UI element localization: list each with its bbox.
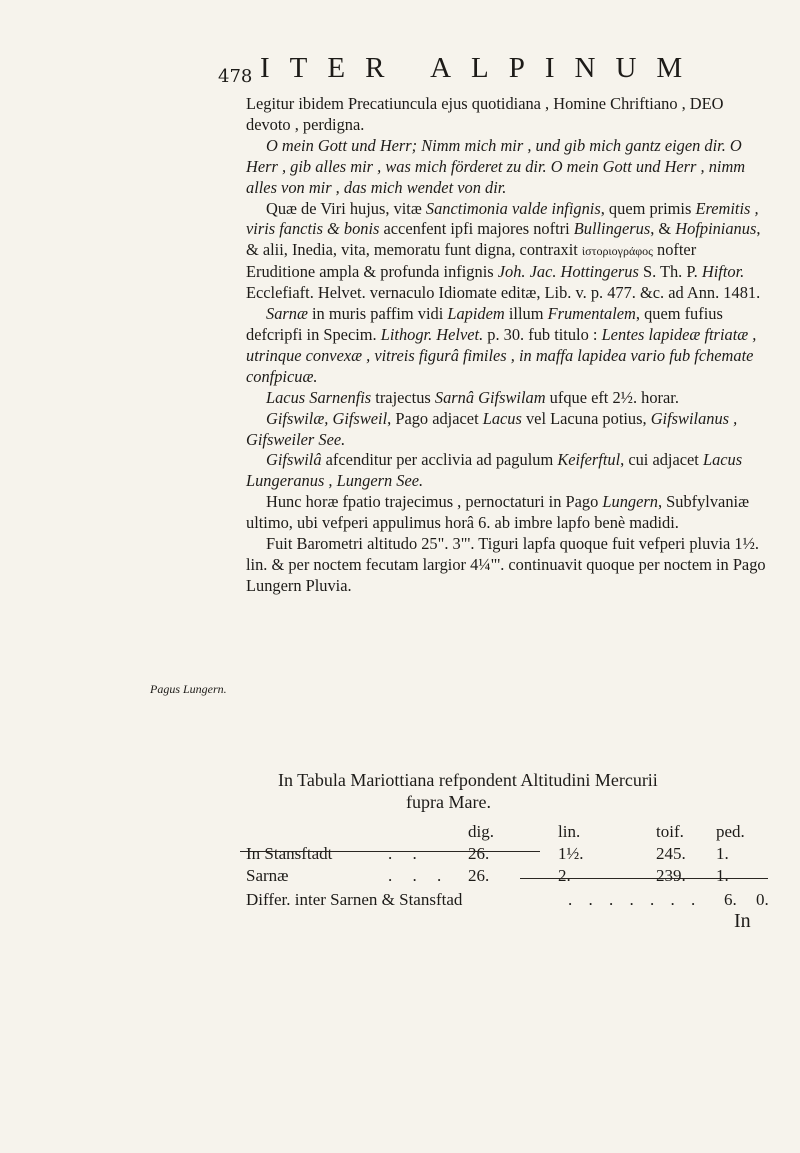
table-header-row [246,822,776,844]
text-segment: Eremitis , viris fanctis & bonis [246,198,759,239]
text-segment: , & [650,219,676,239]
text-segment: illum [504,304,548,324]
paragraph [246,388,766,409]
table-differ-row [246,890,776,912]
row-name: In Stansftadt [246,844,333,863]
row-dots: . . [388,844,425,863]
text-segment: trajectus [371,387,435,407]
text-segment: , & alii, Inedia, vita, memoratu funt digna, contraxit [246,219,761,260]
text-segment: ἱστοριογράφος [581,244,653,259]
text-segment: Lungern [602,492,658,512]
text-segment: Bullingerus [573,219,651,239]
differ-dots: . . . . . . . [568,890,702,909]
text-segment: afcenditur per acclivia ad pagulum [321,450,558,470]
text-segment: , cui adjacet [620,450,703,470]
text-segment: Gifswilanus , Gifsweiler See. [246,408,738,449]
body-text [246,94,766,597]
text-segment: Hofpinianus [675,219,757,239]
text-segment: ufque eft 2½. horar. [545,387,679,407]
text-segment: Lacus Lungeranus , Lungern See. [246,450,743,491]
row-dig: 26. [468,844,490,863]
row-toif: 245. [656,844,686,863]
catchword: In [734,910,751,932]
text-segment: Keiferftul [557,450,621,470]
paragraph [246,409,766,451]
text-segment: Hunc horæ fpatio trajecimus , pernoctaturi in Pago [266,492,603,512]
col-header-lin: lin. [558,822,581,841]
paragraph [246,450,766,492]
text-segment: Joh. Jac. Hottingerus [497,262,639,282]
row-dig: 26. [468,866,490,885]
text-segment: , Pago adjacet [387,408,483,428]
text-segment: accenfent ipfi majores noftri [379,219,574,239]
differ-toif: 6. [724,890,737,909]
text-segment: Gifswilæ, Gifsweil [266,408,388,428]
table-title: In Tabula Mariottiana refpondent Altitudini Mercurii [278,770,658,790]
paragraph [246,94,766,136]
differ-ped: 0. [756,890,769,909]
text-segment: Lithogr. Helvet. [380,324,484,344]
text-segment: Lacus [482,408,522,428]
text-segment: Hiftor. [701,262,745,282]
table-row [246,844,776,866]
text-segment: p. 30. fub titulo : [483,324,602,344]
text-segment: O mein Gott und Herr; Nimm mich mir , und gib mich gantz eigen dir. O Herr , gib alles mir , was mich förderet zu dir. O mein Gott und Herr , nimm alles von mir , das mich wendet von dir. [246,135,746,197]
paragraph [246,534,766,597]
text-segment: in muris paffim vidi [307,304,448,324]
running-title: ITER ALPINUM [260,52,703,84]
table-subtitle: fupra Mare. [406,792,491,812]
col-header-dig: dig. [468,822,494,841]
text-segment: Lentes lapideæ ftriatæ , utrinque convexæ , vitreis figurâ fimiles , in maffa lapidea vario fub fchemate confpicuæ. [246,324,757,386]
differ-label: Differ. inter Sarnen & Stansftad [246,890,463,909]
row-lin: 1½. [558,844,584,863]
paragraph [246,199,766,305]
text-segment: vel Lacuna potius, [521,408,651,428]
text-segment: Lacus Sarnenfis [266,387,372,407]
page-number: 478 [218,66,253,87]
text-segment: S. Th. P. [638,262,702,282]
text-segment: Frumentalem [547,304,636,324]
text-segment: Lapidem [447,304,505,324]
row-toif: 239. [656,866,686,885]
text-segment: , quem primis [600,198,696,218]
text-segment: Ecclefiaft. Helvet. vernaculo Idiomate editæ, Lib. v. p. 477. &c. ad Ann. 1481. [246,283,761,303]
table-rule-bottom [520,878,768,879]
table-row [246,866,776,888]
text-segment: nofter Eruditione ampla & profunda infignis [246,240,697,282]
text-segment: Sanctimonia valde infignis [425,198,601,218]
row-ped: 1. [716,844,729,863]
row-dots: . . . [388,866,450,885]
col-header-toif: toif. [656,822,684,841]
table-rule [240,851,540,852]
row-name: Sarnæ [246,866,289,885]
paragraph [246,492,766,534]
col-header-ped: ped. [716,822,745,841]
text-segment: Fuit Barometri altitudo 25". 3"'. Tiguri lapfa quoque fuit vefperi pluvia 1½. lin. & per noctem fecutam largior 4¼"'. continuavit quoque per noctem in Pago Lungern Pluvia. [246,534,766,595]
text-segment: Legitur ibidem Precatiunculа ejus quotidiana , Homine Chriftiano , DEO devoto , perdigna. [246,94,724,134]
text-segment: , quem fufius defcripfi in Specim. [246,304,723,344]
paragraph [246,304,766,388]
text-segment: Sarnâ Gifswilam [434,387,546,407]
row-lin: 2. [558,866,571,885]
page-header [218,52,778,92]
margin-note: Pagus Lungern. [150,682,227,696]
text-segment: Quæ de Viri hujus, vitæ [266,198,426,218]
text-segment: , Subfylvaniæ ultimo, ubi vefperi appulimus horâ 6. ab imbre lapfo benè madidi. [246,492,750,533]
text-segment: Gifswilâ [266,450,322,470]
paragraph [246,136,766,199]
row-ped: 1. [716,866,729,885]
text-segment: Sarnæ [266,304,308,324]
